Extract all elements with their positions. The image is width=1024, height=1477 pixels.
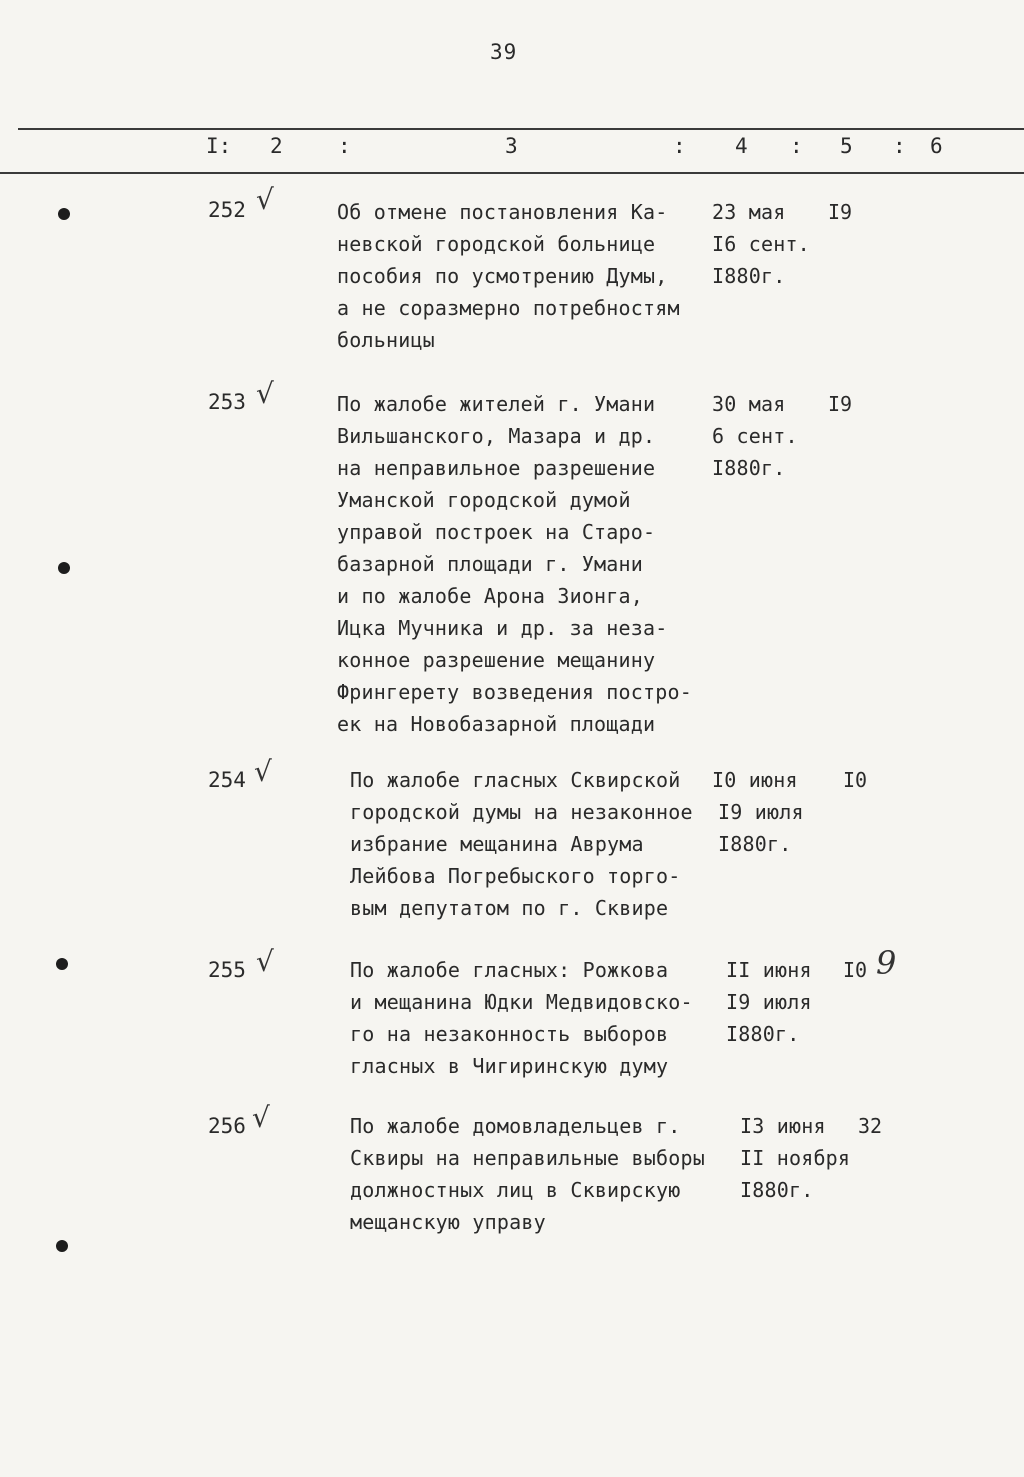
entry-description-line: больницы	[337, 328, 435, 352]
entry-number: 255	[208, 958, 246, 982]
entry-description-line: Фрингерету возведения постро-	[337, 680, 692, 704]
entry-description-line: По жалобе жителей г. Умани	[337, 392, 656, 416]
checkmark-icon: √	[254, 755, 272, 788]
entry-description-line: Вильшанского, Мазара и др.	[337, 424, 656, 448]
entry-description-line: вым депутатом по г. Сквире	[350, 896, 669, 920]
col-separator: :	[338, 134, 351, 158]
entry-date-line: I0 июня	[712, 768, 798, 792]
entry-date-line: I880г.	[712, 264, 786, 288]
entry-description-line: го на незаконность выборов	[350, 1022, 669, 1046]
col-1-header: I:	[206, 134, 232, 158]
checkmark-icon: √	[252, 1101, 270, 1134]
entry-date-line: II июня	[726, 958, 812, 982]
entry-date-line: I3 июня	[740, 1114, 826, 1138]
entry-description-line: Уманской городской думой	[337, 488, 631, 512]
entry-description-line: Ицка Мучника и др. за неза-	[337, 616, 668, 640]
entry-description-line: и мещанина Юдки Медвидовско-	[350, 990, 693, 1014]
entry-date-line: I880г.	[718, 832, 792, 856]
entry-folio-count: I0	[843, 768, 868, 792]
entry-description-line: на неправильное разрешение	[337, 456, 656, 480]
entry-date-line: I9 июля	[726, 990, 812, 1014]
entry-number: 256	[208, 1114, 246, 1138]
entry-description-line: должностных лиц в Сквирскую	[350, 1178, 681, 1202]
col-separator: :	[790, 134, 803, 158]
entry-description-line: По жалобе домовладельцев г.	[350, 1114, 681, 1138]
entry-folio-count: I0	[843, 958, 868, 982]
entry-description-line: Лейбова Погребыского торго-	[350, 864, 681, 888]
entry-description-line: гласных в Чигиринскую думу	[350, 1054, 669, 1078]
col-2-header: 2	[270, 134, 283, 158]
header-top-rule	[18, 128, 1024, 130]
entry-description-line: Сквиры на неправильные выборы	[350, 1146, 705, 1170]
entry-number: 252	[208, 198, 246, 222]
entry-description-line: По жалобе гласных: Рожкова	[350, 958, 669, 982]
entry-description-line: конное разрешение мещанину	[337, 648, 656, 672]
entry-description-line: избрание мещанина Аврума	[350, 832, 644, 856]
entry-description-line: городской думы на незаконное	[350, 800, 693, 824]
entry-description-line: а не соразмерно потребностям	[337, 296, 680, 320]
entry-description-line: и по жалобе Арона Зионга,	[337, 584, 644, 608]
entry-description-line: ек на Новобазарной площади	[337, 712, 656, 736]
checkmark-icon: √	[256, 377, 274, 410]
entry-description-line: пособия по усмотрению Думы,	[337, 264, 668, 288]
col-separator: :	[673, 134, 686, 158]
entry-folio-count: I9	[828, 392, 853, 416]
entry-date-line: I880г.	[726, 1022, 800, 1046]
entry-number: 253	[208, 390, 246, 414]
punch-hole	[58, 562, 70, 574]
entry-description-line: управой построек на Старо-	[337, 520, 656, 544]
entry-date-line: 30 мая	[712, 392, 786, 416]
entry-description-line: Об отмене постановления Ка-	[337, 200, 668, 224]
entry-date-line: 6 сент.	[712, 424, 798, 448]
col-5-header: 5	[840, 134, 853, 158]
entry-description-line: По жалобе гласных Сквирской	[350, 768, 681, 792]
entry-date-line: 23 мая	[712, 200, 786, 224]
entry-folio-count: I9	[828, 200, 853, 224]
entry-date-line: I6 сент.	[712, 232, 810, 256]
header-bottom-rule	[0, 172, 1024, 174]
entry-description-line: мещанскую управу	[350, 1210, 546, 1234]
col-3-header: 3	[505, 134, 518, 158]
entry-description-line: невской городской больницe	[337, 232, 656, 256]
checkmark-icon: √	[256, 183, 274, 216]
entry-date-line: I880г.	[712, 456, 786, 480]
entry-date-line: I880г.	[740, 1178, 814, 1202]
entry-number: 254	[208, 768, 246, 792]
col-4-header: 4	[735, 134, 748, 158]
col-6-header: 6	[930, 134, 943, 158]
checkmark-icon: √	[256, 945, 274, 978]
entry-description-line: базарной площади г. Умани	[337, 552, 644, 576]
entry-date-line: II ноября	[740, 1146, 851, 1170]
entry-date-line: I9 июля	[718, 800, 804, 824]
punch-hole	[56, 958, 68, 970]
handwritten-folio-number: 9	[876, 944, 897, 982]
entry-folio-count: 32	[858, 1114, 883, 1138]
punch-hole	[56, 1240, 68, 1252]
page-number: 39	[490, 40, 518, 64]
punch-hole	[58, 208, 70, 220]
col-separator: :	[893, 134, 906, 158]
